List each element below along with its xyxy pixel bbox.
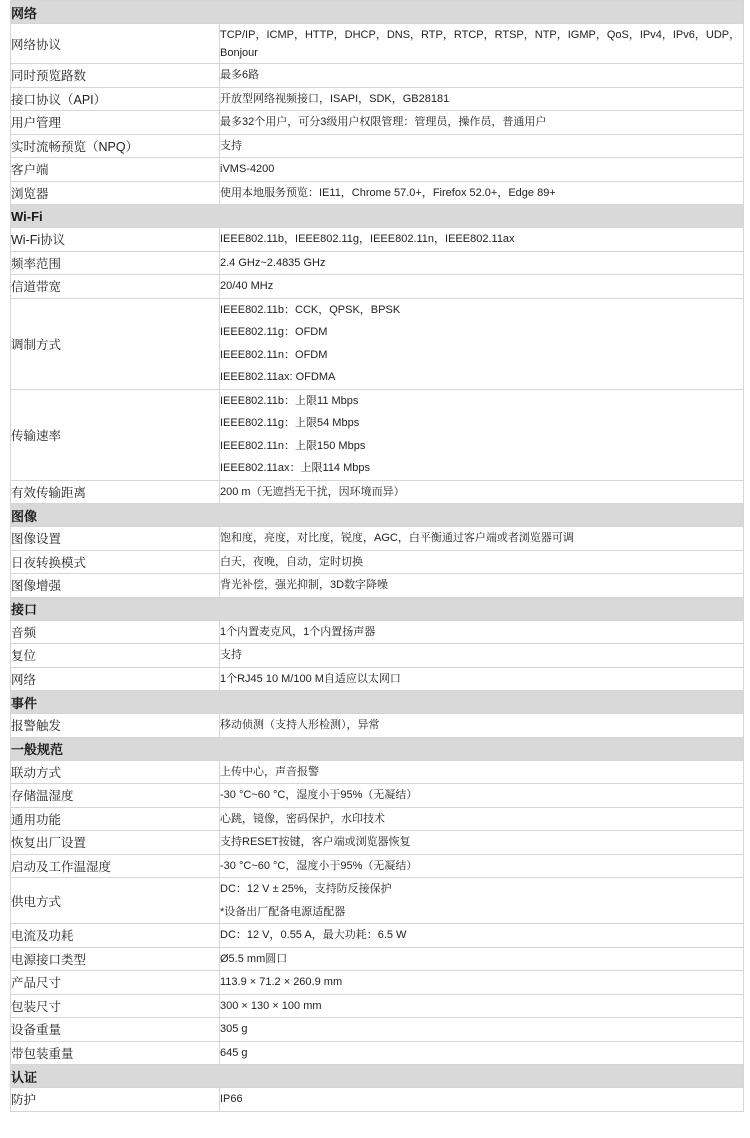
spec-label: 存储温湿度 [11,784,220,808]
spec-label: 报警触发 [11,714,220,738]
section-title: 一般规范 [11,737,744,760]
spec-label: 客户端 [11,158,220,182]
section-title: 事件 [11,691,744,714]
spec-value-line: 移动侦测（支持人形检测），异常 [220,719,380,731]
spec-row [11,854,744,878]
spec-value-line: 上传中心，声音报警 [220,765,319,778]
spec-value-line: IEEE802.11b：CCK，QPSK，BPSK [220,303,401,316]
spec-value-line: 白天，夜晚，自动，定时切换 [220,555,363,568]
spec-label: 日夜转换模式 [11,550,220,574]
spec-row [11,134,744,158]
spec-value [220,924,744,948]
spec-value [220,389,744,480]
spec-label: 同时预览路数 [11,64,220,88]
spec-label: 包装尺寸 [11,994,220,1018]
spec-row [11,667,744,691]
spec-label: Wi-Fi协议 [11,228,220,252]
spec-row [11,480,744,504]
spec-label: 启动及工作温湿度 [11,854,220,878]
section-header-row [11,691,744,714]
spec-value-line: IEEE802.11g：上限54 Mbps [220,417,360,429]
spec-value-line: -30 °C~60 °C，湿度小于95%（无凝结） [220,789,418,801]
spec-row [11,527,744,551]
spec-label: 供电方式 [11,878,220,924]
spec-value-line: IP66 [220,1093,243,1105]
spec-label: 接口协议（API） [11,87,220,111]
spec-value [220,480,744,504]
spec-value [220,807,744,831]
spec-table [10,0,744,1112]
spec-row [11,111,744,135]
spec-label: 有效传输距离 [11,480,220,504]
spec-value-line: 113.9 × 71.2 × 260.9 mm [220,976,343,988]
spec-value-line: DC：12 V，0.55 A，最大功耗：6.5 W [220,929,407,941]
spec-value-line: 支持 [220,139,242,152]
spec-row [11,574,744,598]
spec-row [11,1041,744,1065]
spec-value-line: iVMS-4200 [220,163,275,175]
spec-value-line: 支持RESET按键，客户端或浏览器恢复 [220,836,411,848]
spec-value [220,831,744,855]
spec-value [220,878,744,924]
spec-row [11,1018,744,1042]
spec-value-line: 1个RJ45 10 M/100 M自适应以太网口 [220,672,401,685]
section-header-row [11,205,744,228]
spec-label: 复位 [11,644,220,668]
spec-row [11,228,744,252]
spec-value [220,1041,744,1065]
spec-row [11,947,744,971]
spec-row [11,994,744,1018]
spec-value [220,760,744,784]
spec-value-line: 200 m（无遮挡无干扰，因环境而异） [220,485,405,498]
spec-value-line: 20/40 MHz [220,280,274,292]
spec-value-line: Ø5.5 mm圆口 [220,952,288,965]
spec-row [11,24,744,64]
spec-value [220,947,744,971]
spec-table-body [11,1,744,1112]
spec-row [11,298,744,389]
spec-label: 图像设置 [11,527,220,551]
spec-value [220,134,744,158]
spec-value-line: 最多6路 [220,69,260,81]
spec-value [220,1088,744,1112]
spec-row [11,550,744,574]
section-header-row [11,737,744,760]
spec-value [220,298,744,389]
spec-label: 频率范围 [11,251,220,275]
spec-value [220,24,744,64]
spec-value-line: 2.4 GHz~2.4835 GHz [220,256,326,269]
spec-value [220,228,744,252]
spec-row [11,971,744,995]
spec-row [11,181,744,205]
spec-row [11,807,744,831]
spec-row [11,64,744,88]
spec-value [220,644,744,668]
spec-value [220,158,744,182]
spec-value-line: IEEE802.11b：上限11 Mbps [220,394,359,407]
spec-value-line: -30 °C~60 °C，湿度小于95%（无凝结） [220,859,418,872]
spec-value [220,251,744,275]
spec-value-line: 300 × 130 × 100 mm [220,999,322,1012]
spec-value [220,714,744,738]
spec-value-line: IEEE802.11ax：上限114 Mbps [220,462,371,474]
spec-value-line: *设备出厂配备电源适配器 [220,905,346,918]
spec-label: 电源接口类型 [11,947,220,971]
spec-row [11,158,744,182]
spec-value-line: IEEE802.11n：上限150 Mbps [220,439,366,452]
spec-label: 用户管理 [11,111,220,135]
spec-value-line: 背光补偿，强光抑制，3D数字降噪 [220,579,389,591]
spec-value-line: 开放型网络视频接口，ISAPI，SDK，GB28181 [220,92,450,105]
spec-row [11,644,744,668]
spec-value [220,111,744,135]
spec-label: 传输速率 [11,389,220,480]
spec-value-line: IEEE802.11b，IEEE802.11g，IEEE802.11n，IEEE802.11ax [220,233,515,245]
spec-label: 产品尺寸 [11,971,220,995]
spec-label: 调制方式 [11,298,220,389]
spec-value [220,275,744,299]
section-title: 接口 [11,597,744,620]
spec-value [220,994,744,1018]
section-header-row [11,504,744,527]
spec-row [11,784,744,808]
spec-value [220,854,744,878]
section-header-row [11,1065,744,1088]
section-title: 网络 [11,1,744,24]
section-title: Wi-Fi [11,205,744,228]
spec-label: 带包装重量 [11,1041,220,1065]
spec-value [220,181,744,205]
section-title: 图像 [11,504,744,527]
spec-label: 实时流畅预览（NPQ） [11,134,220,158]
spec-row [11,275,744,299]
spec-row [11,620,744,644]
spec-value-line: 645 g [220,1046,248,1059]
spec-value-line: DC：12 V ± 25%，支持防反接保护 [220,883,392,895]
spec-label: 网络协议 [11,24,220,64]
section-header-row [11,597,744,620]
spec-value-line: IEEE802.11g：OFDM [220,326,328,338]
spec-value [220,1018,744,1042]
spec-value-line: 305 g [220,1023,248,1035]
spec-row [11,831,744,855]
spec-row [11,1088,744,1112]
section-title: 认证 [11,1065,744,1088]
spec-value-line: TCP/IP，ICMP，HTTP，DHCP，DNS，RTP，RTCP，RTSP，NTP，IGMP，QoS，IPv4，IPv6，UDP，Bonjour [220,28,741,59]
spec-value [220,620,744,644]
spec-value [220,784,744,808]
spec-value [220,574,744,598]
spec-value-line: IEEE802.11ax: OFDMA [220,371,336,383]
spec-label: 浏览器 [11,181,220,205]
spec-label: 通用功能 [11,807,220,831]
spec-label: 图像增强 [11,574,220,598]
spec-value-line: 支持 [220,649,242,661]
spec-row [11,389,744,480]
spec-value-line: 心跳，镜像，密码保护，水印技术 [220,812,385,825]
spec-label: 联动方式 [11,760,220,784]
spec-value-line: IEEE802.11n：OFDM [220,348,328,361]
spec-row [11,760,744,784]
spec-value [220,667,744,691]
spec-value [220,550,744,574]
spec-value-line: 1个内置麦克风，1个内置扬声器 [220,625,376,638]
spec-row [11,87,744,111]
spec-label: 防护 [11,1088,220,1112]
spec-value [220,971,744,995]
spec-value [220,64,744,88]
spec-label: 电流及功耗 [11,924,220,948]
spec-value-line: 饱和度，亮度，对比度，锐度，AGC，白平衡通过客户端或者浏览器可调 [220,532,574,544]
spec-value-line: 使用本地服务预览：IE11，Chrome 57.0+，Firefox 52.0+，Edge 89+ [220,186,556,199]
spec-label: 恢复出厂设置 [11,831,220,855]
spec-value [220,87,744,111]
section-header-row [11,1,744,24]
spec-label: 网络 [11,667,220,691]
spec-label: 设备重量 [11,1018,220,1042]
spec-label: 音频 [11,620,220,644]
spec-row [11,878,744,924]
spec-row [11,714,744,738]
spec-row [11,251,744,275]
spec-row [11,924,744,948]
spec-value [220,527,744,551]
spec-label: 信道带宽 [11,275,220,299]
spec-value-line: 最多32个用户，可分3级用户权限管理：管理员，操作员，普通用户 [220,116,547,128]
